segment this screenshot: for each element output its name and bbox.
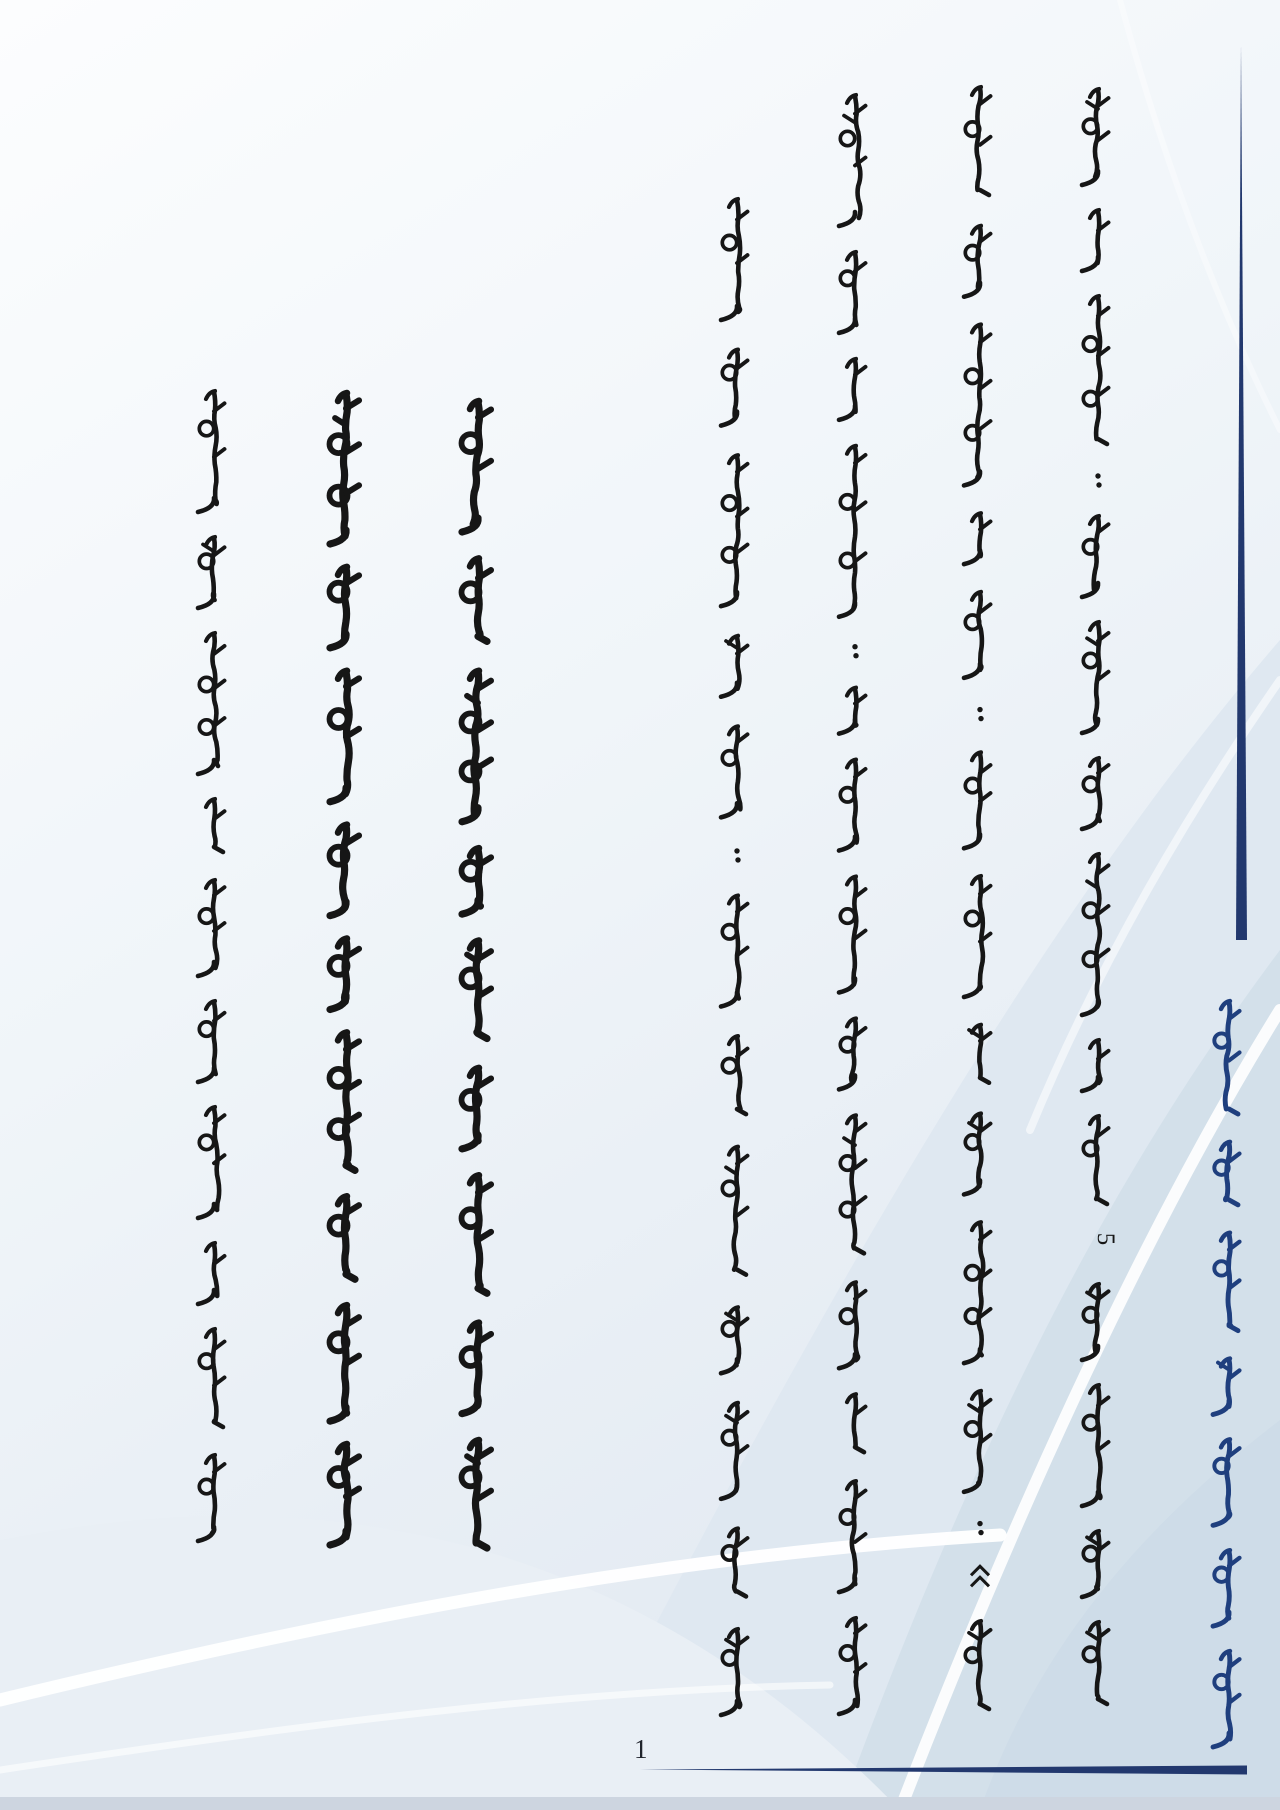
- digit-glyph: 5: [1092, 1232, 1119, 1246]
- page-number: 1: [634, 1734, 648, 1764]
- bottom-edge-strip: [0, 1797, 1280, 1810]
